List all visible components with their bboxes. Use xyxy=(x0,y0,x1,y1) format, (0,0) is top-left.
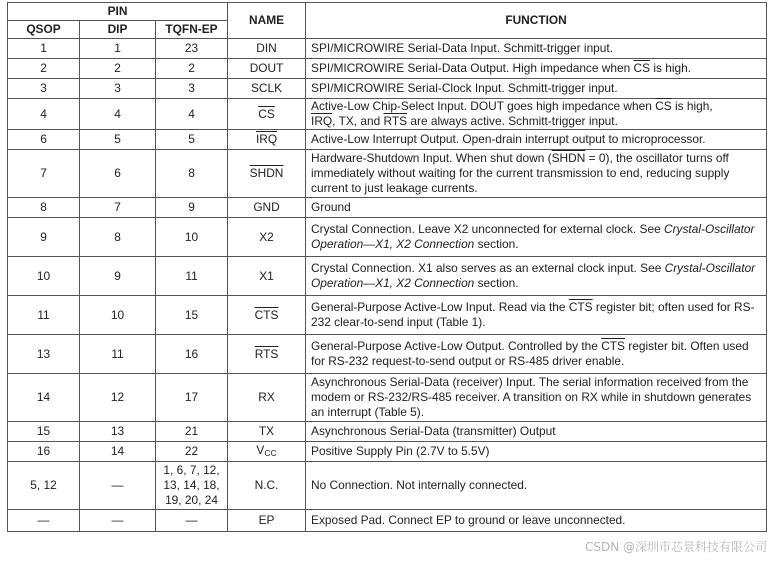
function-text: No Connection. Not internally connected. xyxy=(311,478,528,492)
pin-name: $\overline{CS}$ xyxy=(258,106,275,121)
function-text: $\overline{CS}$ xyxy=(655,99,672,113)
function-text: Asynchronous Serial-Data (receiver) Input. The serial information received from the modem or RS-232/RS-485 receiver. A transition on RX while in shutdown generates an interrupt (Table 5). xyxy=(311,375,752,419)
qsop-pin-cell: 3 xyxy=(8,79,80,99)
function-text: $\overline{IRQ}$ xyxy=(311,114,333,128)
function-cell xyxy=(306,198,767,218)
pin-name-cell xyxy=(228,99,306,130)
function-cell xyxy=(306,99,767,130)
function-text: register bit; often used for RS-232 clear-to-send input (Table 1). xyxy=(311,300,755,329)
function-cell xyxy=(306,442,767,462)
name-header: NAME xyxy=(228,3,306,39)
pin-name-subscript: CC xyxy=(264,447,277,458)
tqfn-pin-cell: 16 xyxy=(156,335,228,374)
pin-name-cell xyxy=(228,39,306,59)
function-text: SHDN xyxy=(551,151,586,165)
pin-name-cell xyxy=(228,510,306,532)
dip-pin-cell: 1 xyxy=(80,39,156,59)
dip-pin-cell: 7 xyxy=(80,198,156,218)
dip-pin-cell: 14 xyxy=(80,442,156,462)
table-row xyxy=(8,335,767,374)
dip-pin-cell: 5 xyxy=(80,130,156,150)
function-text: $\overline{RTS}$ xyxy=(383,114,408,128)
function-text: , TX, and xyxy=(332,114,384,128)
dip-pin-cell: 4 xyxy=(80,99,156,130)
qsop-pin-cell: 9 xyxy=(8,218,80,257)
table-row xyxy=(8,422,767,442)
table-row xyxy=(8,510,767,532)
table-row xyxy=(8,130,767,150)
table-row xyxy=(8,198,767,218)
function-text: $\overline{CTS}$ xyxy=(568,300,593,314)
function-text: Active-Low Chip-Select Input. DOUT goes high impedance when xyxy=(311,99,656,113)
tqfn-pin-cell: 17 xyxy=(156,374,228,422)
function-cell xyxy=(306,374,767,422)
function-cell xyxy=(306,296,767,335)
function-text: Ground xyxy=(311,200,351,214)
tqfn-pin-cell: 11 xyxy=(156,257,228,296)
function-text: is high. xyxy=(650,61,692,75)
qsop-pin-cell: 11 xyxy=(8,296,80,335)
pin-name-cell xyxy=(228,257,306,296)
table-body xyxy=(8,39,767,532)
tqfn-pin-cell: — xyxy=(156,510,228,532)
function-text: Crystal-Oscillator Operation—X1, X2 Connection xyxy=(311,222,755,251)
dip-header: DIP xyxy=(80,21,156,39)
function-text: General-Purpose Active-Low Input. Read via the xyxy=(311,300,569,314)
function-text: section. xyxy=(474,237,519,251)
qsop-pin-cell: 15 xyxy=(8,422,80,442)
qsop-pin-cell: 1 xyxy=(8,39,80,59)
function-cell xyxy=(306,79,767,99)
function-text: SPI/MICROWIRE Serial-Data Input. Schmitt-trigger input. xyxy=(311,41,614,55)
function-text: Active-Low Interrupt Output. Open-drain interrupt output to microprocessor. xyxy=(311,132,706,146)
qsop-pin-cell: 7 xyxy=(8,150,80,198)
tqfn-pin-cell: 21 xyxy=(156,422,228,442)
function-text: SPI/MICROWIRE Serial-Data Output. High impedance when xyxy=(311,61,634,75)
function-text: register bit. Often used for RS-232 request-to-send output or RS-485 driver enable. xyxy=(311,339,749,368)
table-row xyxy=(8,150,767,198)
dip-pin-cell: 3 xyxy=(80,79,156,99)
dip-pin-cell: 11 xyxy=(80,335,156,374)
tqfn-pin-cell: 1, 6, 7, 12, 13, 14, 18, 19, 20, 24 xyxy=(156,462,228,510)
function-text: section. xyxy=(474,276,519,290)
qsop-header: QSOP xyxy=(8,21,80,39)
pin-name-cell xyxy=(228,79,306,99)
pin-name: $\overline{CTS}$ xyxy=(254,307,279,322)
function-text: $\overline{CS}$ xyxy=(633,61,651,75)
pin-name-cell xyxy=(228,422,306,442)
tqfn-header: TQFN-EP xyxy=(156,21,228,39)
dip-pin-cell: 10 xyxy=(80,296,156,335)
function-text: Positive Supply Pin (2.7V to 5.5V) xyxy=(311,444,490,458)
function-cell xyxy=(306,462,767,510)
function-cell xyxy=(306,59,767,79)
function-cell xyxy=(306,422,767,442)
function-cell xyxy=(306,39,767,59)
qsop-pin-cell: — xyxy=(8,510,80,532)
pin-name: SHDN xyxy=(249,166,284,180)
function-cell xyxy=(306,130,767,150)
pin-description-table xyxy=(7,2,767,532)
tqfn-pin-cell: 4 xyxy=(156,99,228,130)
dip-pin-cell: 12 xyxy=(80,374,156,422)
table-row xyxy=(8,462,767,510)
dip-pin-cell: 9 xyxy=(80,257,156,296)
dip-pin-cell: 13 xyxy=(80,422,156,442)
function-text: SPI/MICROWIRE Serial-Clock Input. Schmitt-trigger input. xyxy=(311,81,618,95)
function-cell xyxy=(306,150,767,198)
function-cell xyxy=(306,510,767,532)
qsop-pin-cell: 16 xyxy=(8,442,80,462)
pin-name: $\overline{RTS}$ xyxy=(254,346,279,361)
tqfn-pin-cell: 22 xyxy=(156,442,228,462)
pin-name-cell xyxy=(228,335,306,374)
function-cell xyxy=(306,257,767,296)
pin-name: RX xyxy=(258,390,275,404)
dip-pin-cell: 6 xyxy=(80,150,156,198)
function-text: Asynchronous Serial-Data (transmitter) Output xyxy=(311,424,556,438)
function-cell xyxy=(306,218,767,257)
table-row xyxy=(8,257,767,296)
function-text: $\overline{CTS}$ xyxy=(601,339,625,353)
function-text: are always active. Schmitt-trigger input. xyxy=(407,114,618,128)
pin-name-cell xyxy=(228,130,306,150)
table-row xyxy=(8,99,767,130)
qsop-pin-cell: 4 xyxy=(8,99,80,130)
function-cell xyxy=(306,335,767,374)
table-row xyxy=(8,374,767,422)
qsop-pin-cell: 13 xyxy=(8,335,80,374)
function-text: General-Purpose Active-Low Output. Controlled by the xyxy=(311,339,602,353)
tqfn-pin-cell: 3 xyxy=(156,79,228,99)
pin-name-cell xyxy=(228,218,306,257)
table-row xyxy=(8,79,767,99)
pin-name: X2 xyxy=(259,229,274,244)
tqfn-pin-cell: 9 xyxy=(156,198,228,218)
pin-name-cell xyxy=(228,59,306,79)
pin-name: GND xyxy=(253,200,280,214)
dip-pin-cell: — xyxy=(80,462,156,510)
pin-name-cell xyxy=(228,296,306,335)
pin-name-cell xyxy=(228,198,306,218)
qsop-pin-cell: 14 xyxy=(8,374,80,422)
pin-name: TX xyxy=(258,424,275,438)
function-text: Exposed Pad. Connect EP to ground or leave unconnected. xyxy=(311,513,626,527)
table-row xyxy=(8,59,767,79)
table-row xyxy=(8,442,767,462)
tqfn-pin-cell: 8 xyxy=(156,150,228,198)
pin-name: DOUT xyxy=(249,61,284,75)
dip-pin-cell: 8 xyxy=(80,218,156,257)
pin-name-cell xyxy=(228,442,306,462)
qsop-pin-cell: 5, 12 xyxy=(8,462,80,510)
table-row xyxy=(8,296,767,335)
pin-name: SCLK xyxy=(251,81,283,95)
tqfn-pin-cell: 2 xyxy=(156,59,228,79)
pin-name: EP xyxy=(258,513,275,527)
tqfn-pin-cell: 10 xyxy=(156,218,228,257)
table-row xyxy=(8,39,767,59)
tqfn-pin-cell: 23 xyxy=(156,39,228,59)
qsop-pin-cell: 8 xyxy=(8,198,80,218)
qsop-pin-cell: 2 xyxy=(8,59,80,79)
function-text: Crystal-Oscillator Operation—X1, X2 Connection xyxy=(311,261,756,290)
function-header: FUNCTION xyxy=(306,3,767,39)
qsop-pin-cell: 10 xyxy=(8,257,80,296)
pin-name: N.C. xyxy=(254,478,279,492)
pin-name: $\overline{IRQ}$ xyxy=(255,132,278,146)
pin-name: DIN xyxy=(256,41,277,55)
pin-name-cell xyxy=(228,462,306,510)
pin-header: PIN xyxy=(8,3,228,21)
function-text: is high, xyxy=(671,99,713,113)
tqfn-pin-cell: 15 xyxy=(156,296,228,335)
function-text: = 0), the oscillator turns off immediately without waiting for the current transmission to end, reducing supply current to just leakage currents. xyxy=(311,151,730,195)
tqfn-pin-cell: 5 xyxy=(156,130,228,150)
pin-name: V xyxy=(256,442,265,457)
pin-description-table-container xyxy=(7,2,767,532)
watermark: CSDN @深圳市芯景科技有限公司 xyxy=(584,540,767,554)
dip-pin-cell: 2 xyxy=(80,59,156,79)
function-text: Crystal Connection. Leave X2 unconnected for external clock. See xyxy=(311,222,664,236)
qsop-pin-cell: 6 xyxy=(8,130,80,150)
pin-name: X1 xyxy=(259,268,274,283)
function-text: Hardware-Shutdown Input. When shut down ( xyxy=(311,151,552,165)
dip-pin-cell: — xyxy=(80,510,156,532)
pin-name-cell xyxy=(228,150,306,198)
table-row xyxy=(8,218,767,257)
function-text: Crystal Connection. X1 also serves as an external clock input. See xyxy=(311,261,665,275)
pin-name-cell xyxy=(228,374,306,422)
